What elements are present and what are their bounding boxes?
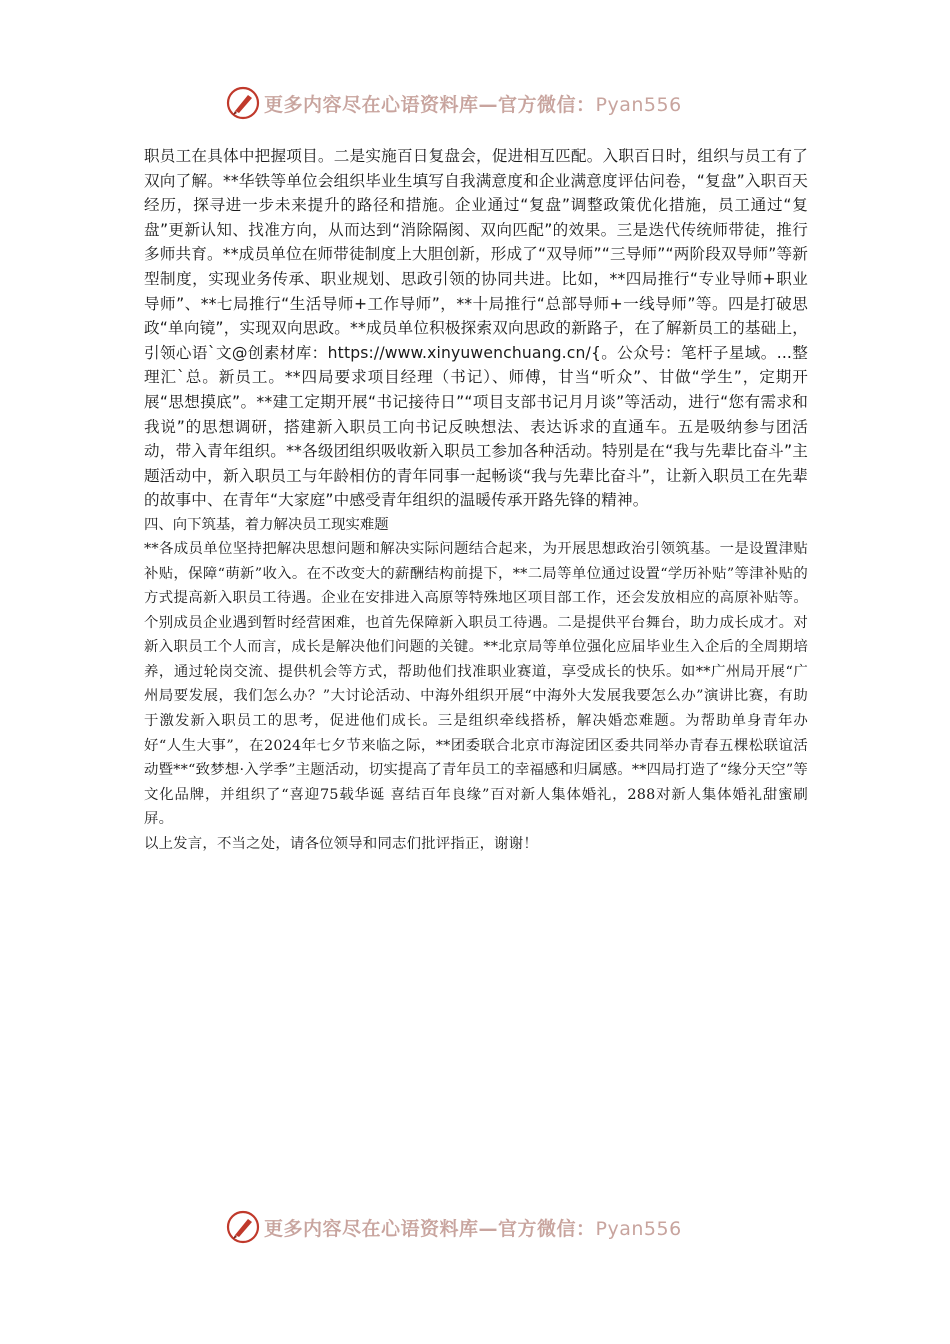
body-paragraph: **各成员单位坚持把解决思想问题和解决实际问题结合起来，为开展思想政治引领筑基。一是设置津贴补贴，保障“萌新”收入。在不改变大的薪酬结构前提下，**二局等单位通过设置“学历补贴”等津补贴的方式提高新入职员工待遇。企业在安排进入高原等特殊地区项目部工作，还会发放相应的高原补贴等。个别成员企业遇到暂时经营困难，也首先保障新入职员工待遇。二是提供平台舞台，助力成长成才。对新入职员工个人而言，成长是解决他们问题的关键。**北京局等单位强化应届毕业生入企后的全周期培养，通过轮岗交流、提供机会等方式，帮助他们找准职业赛道，享受成长的快乐。如**广州局开展“广州局要发展，我们怎么办？”大讨论活动、中海外组织开展“中海外大发展我要怎么办”演讲比赛，有助于激发新入职员工的思考，促进他们成长。三是组织牵线搭桥，解决婚恋难题。为帮助单身青年办好“人生大事”，在2024年七夕节来临之际，**团委联合北京市海淀团区委共同举办青春五棵松联谊活动暨**“致梦想·入学季”主题活动，切实提高了青年员工的幸福感和归属感。**四局打造了“缘分天空”等文化品牌，并组织了“喜迎75载华诞 喜结百年良缘”百对新人集体婚礼，288对新人集体婚礼甜蜜刷屏。 bbox=[144, 540, 808, 828]
section-heading: 四、向下筑基，着力解决员工现实难题 bbox=[144, 516, 389, 533]
footer-watermark-banner bbox=[226, 1210, 726, 1244]
pen-logo-icon bbox=[226, 86, 260, 120]
pen-logo-icon bbox=[226, 1210, 260, 1244]
banner-text: 更多内容尽在心语资料库—官方微信：Pyan556 bbox=[264, 93, 682, 116]
document-body bbox=[144, 144, 808, 857]
header-watermark-banner bbox=[226, 86, 726, 120]
banner-text: 更多内容尽在心语资料库—官方微信：Pyan556 bbox=[264, 1217, 682, 1240]
wechat-id: Pyan556 bbox=[595, 1217, 682, 1240]
body-paragraph: 职员工在具体中把握项目。二是实施百日复盘会，促进相互匹配。入职百日时，组织与员工有了双向了解。**华铁等单位会组织毕业生填写自我满意度和企业满意度评估问卷，“复盘”入职百天经历，探寻进一步未来提升的路径和措施。企业通过“复盘”调整政策优化措施，员工通过“复盘”更新认知、找准方向，从而达到“消除隔阂、双向匹配”的效果。三是迭代传统师带徒，推行多师共育。**成员单位在师带徒制度上大胆创新，形成了“双导师”“三导师”“两阶段双导师”等新型制度，实现业务传承、职业规划、思政引领的协同共进。比如，**四局推行“专业导师+职业导师”、**七局推行“生活导师+工作导师”，**十局推行“总部导师+一线导师”等。四是打破思政“单向镜”，实现双向思政。**成员单位积极探索双向思政的新路子，在了解新员工的基础上，引领心语`文@创素材库：https://www.xinyuwenchuang.cn/{。公众号：笔杆子星域。...整理汇`总。新员工。**四局要求项目经理（书记）、师傅，甘当“听众”、甘做“学生”，定期开展“思想摸底”。**建工定期开展“书记接待日”“项目支部书记月月谈”等活动，进行“您有需求和我说”的思想调研，搭建新入职员工向书记反映想法、表达诉求的直通车。五是吸纳参与团活动，带入青年组织。**各级团组织吸收新入职员工参加各种活动。特别是在“我与先辈比奋斗”主题活动中，新入职员工与年龄相仿的青年同事一起畅谈“我与先辈比奋斗”，让新入职员工在先辈的故事中、在青年“大家庭”中感受青年组织的温暖传承开路先锋的精神。 bbox=[144, 147, 808, 510]
closing-paragraph: 以上发言，不当之处，请各位领导和同志们批评指正，谢谢！ bbox=[144, 836, 538, 853]
wechat-id: Pyan556 bbox=[595, 93, 682, 116]
